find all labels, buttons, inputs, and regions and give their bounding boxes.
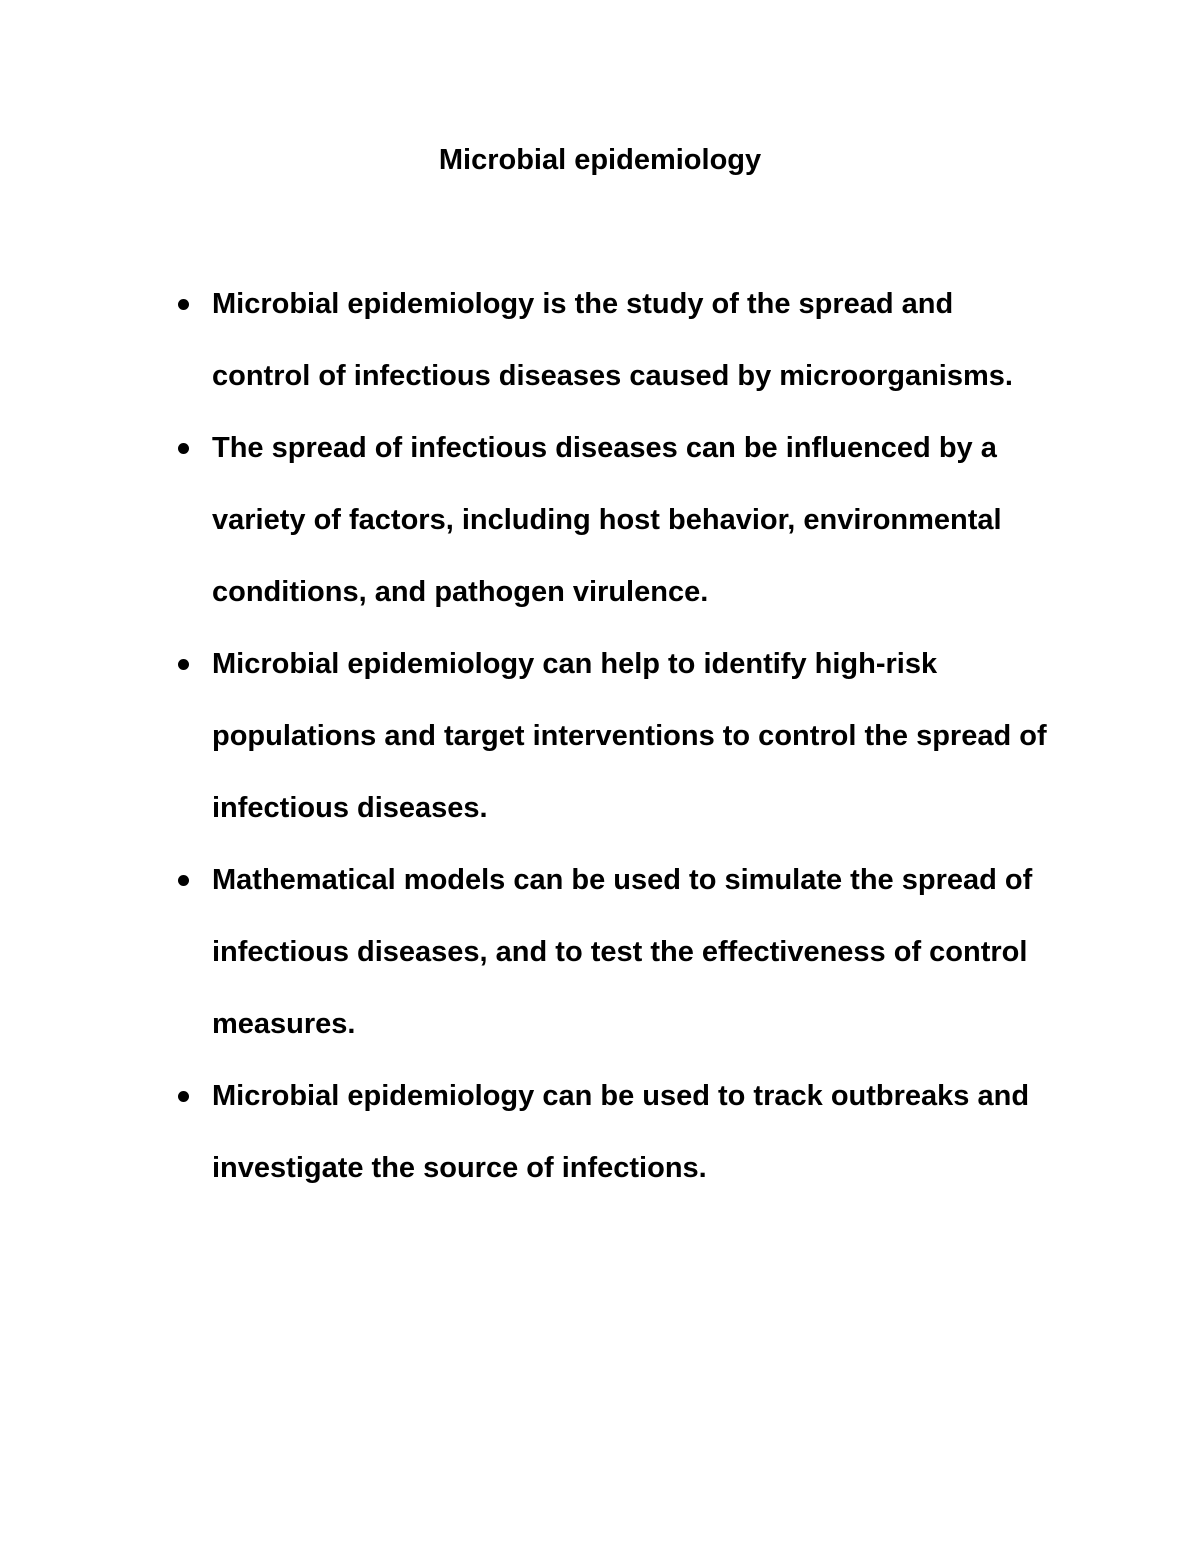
- list-item: [0, 412, 1200, 628]
- list-item: [0, 1060, 1200, 1204]
- list-item: [0, 844, 1200, 1060]
- bullet-icon: [178, 875, 189, 886]
- bullet-list: [0, 268, 1200, 1204]
- bullet-icon: [178, 1091, 189, 1102]
- list-item-text: Microbial epidemiology is the study of the spread and control of infectious diseases caused by microorganisms.: [212, 288, 1013, 392]
- page-title: Microbial epidemiology: [438, 144, 762, 176]
- list-item-text: Mathematical models can be used to simulate the spread of infectious diseases, and to test the effectiveness of control measures.: [212, 864, 1033, 1040]
- bullet-icon: [178, 443, 189, 454]
- list-item-text: The spread of infectious diseases can be influenced by a variety of factors, including host behavior, environmental conditions, and pathogen virulence.: [212, 432, 1002, 608]
- bullet-icon: [178, 659, 189, 670]
- list-item: [0, 268, 1200, 412]
- list-item: [0, 628, 1200, 844]
- bullet-icon: [178, 299, 189, 310]
- list-item-text: Microbial epidemiology can help to identify high-risk populations and target interventions to control the spread of infectious diseases.: [212, 648, 1047, 824]
- list-item-text: Microbial epidemiology can be used to track outbreaks and investigate the source of infections.: [212, 1080, 1030, 1184]
